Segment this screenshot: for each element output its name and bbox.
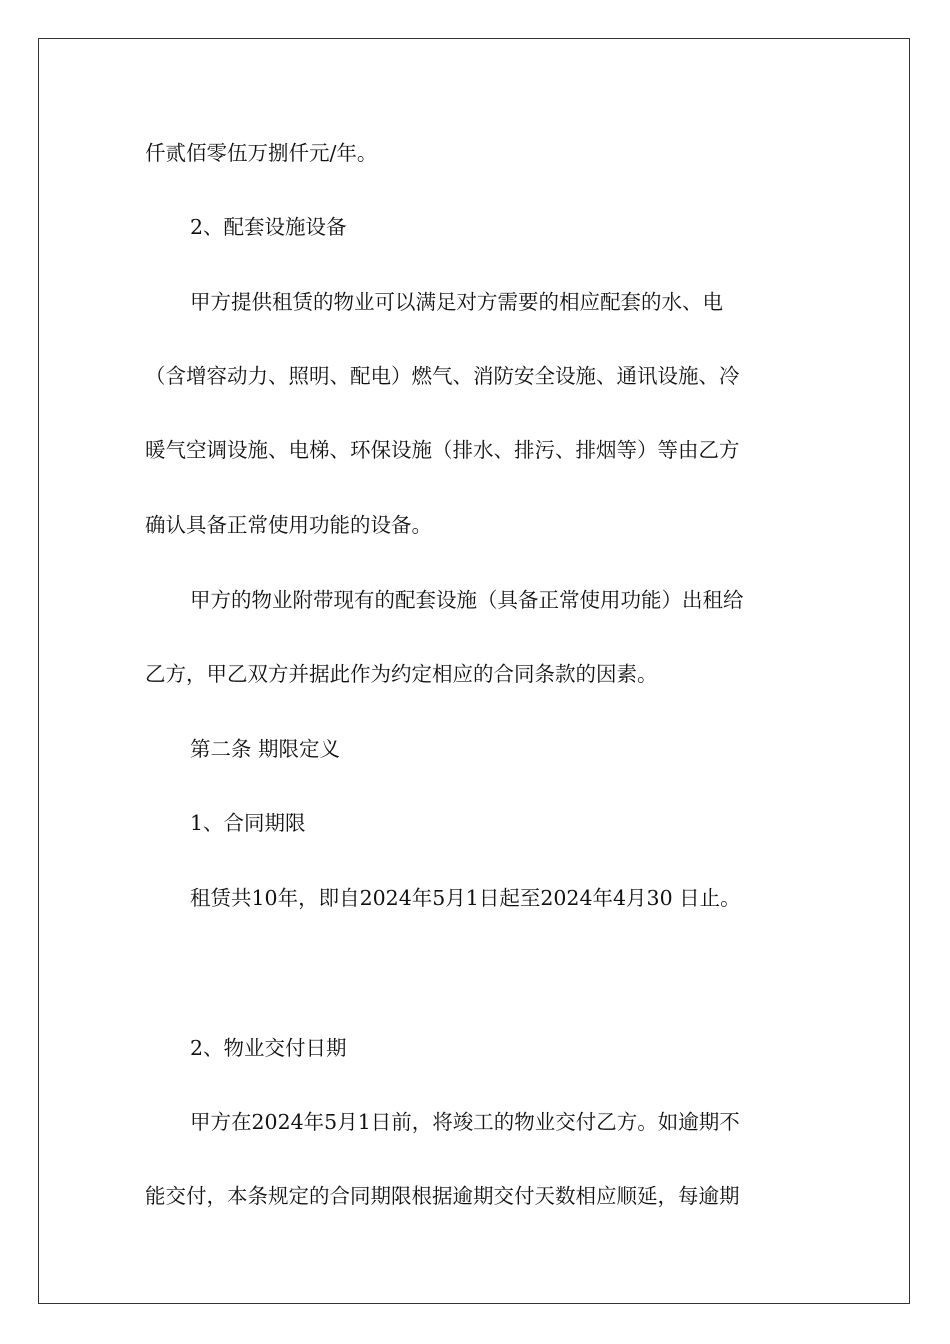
text-line: 甲方在2024年5月1日前，将竣工的物业交付乙方。如逾期不 [190,1110,740,1134]
section-heading: 2、配套设施设备 [190,215,347,239]
text-line: （含增容动力、照明、配电）燃气、消防安全设施、通讯设施、冷 [145,364,740,388]
section-heading: 2、物业交付日期 [190,1036,347,1060]
text-line: 仟贰佰零伍万捌仟元/年。 [145,141,378,165]
text-line: 乙方，甲乙双方并据此作为约定相应的合同条款的因素。 [145,662,658,686]
text-line: 能交付，本条规定的合同期限根据逾期交付天数相应顺延，每逾期 [145,1184,740,1208]
text-line: 确认具备正常使用功能的设备。 [145,513,432,537]
text-line: 甲方的物业附带现有的配套设施（具备正常使用功能）出租给 [190,588,744,612]
section-heading: 1、合同期限 [190,811,306,835]
text-line: 租赁共10年，即自2024年5月1日起至2024年4月30 日止。 [190,886,741,910]
article-heading: 第二条 期限定义 [190,737,341,761]
text-line: 暖气空调设施、电梯、环保设施（排水、排污、排烟等）等由乙方 [145,438,740,462]
text-line: 甲方提供租赁的物业可以满足对方需要的相应配套的水、电 [190,290,723,314]
